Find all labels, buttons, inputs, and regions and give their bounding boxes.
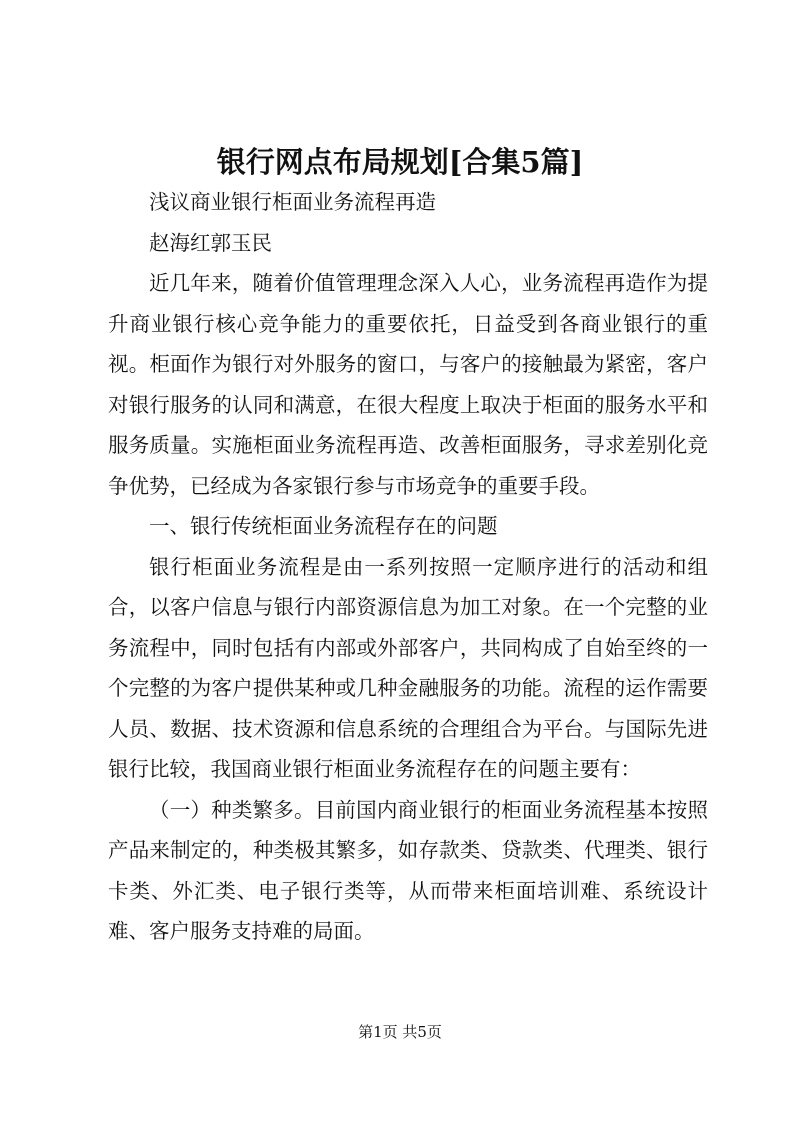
section-heading: 一、银行传统柜面业务流程存在的问题 — [149, 514, 498, 538]
article-authors: 赵海红郭玉民 — [149, 230, 272, 255]
paragraph-intro: 近几年来，随着价值管理理念深入人心，业务流程再造作为提升商业银行核心竞争能力的重要依托，日益受到各商业银行的重视。柜面作为银行对外服务的窗口，与客户的接触最为紧密，客户对银行服务的认同和满意，在很大程度上取决于柜面的服务水平和服务质量。实施柜面业务流程再造、改善柜面服务，寻求差别化竞争优势，已经成为各家银行参与市场竞争的重要手段。 — [108, 271, 708, 498]
page-number: 第1页 共5页 — [358, 1023, 442, 1041]
document-body — [108, 182, 708, 952]
paragraph-variety: （一）种类繁多。目前国内商业银行的柜面业务流程基本按照产品来制定的，种类极其繁多，如存款类、贷款类、代理类、银行卡类、外汇类、电子银行类等，从而带来柜面培训难、系统设计难、客户服务支持难的局面。 — [108, 797, 708, 943]
article-title: 浅议商业银行柜面业务流程再造 — [149, 190, 436, 214]
paragraph-process: 银行柜面业务流程是由一系列按照一定顺序进行的活动和组合，以客户信息与银行内部资源信息为加工对象。在一个完整的业务流程中，同时包括有内部或外部客户，共同构成了自始至终的一个完整的为客户提供某种或几种金融服务的功能。流程的运作需要人员、数据、技术资源和信息系统的合理组合为平台。与国际先进银行比较，我国商业银行柜面业务流程存在的问题主要有： — [108, 554, 708, 781]
document-title: 银行网点布局规划[合集5篇] — [216, 145, 584, 179]
